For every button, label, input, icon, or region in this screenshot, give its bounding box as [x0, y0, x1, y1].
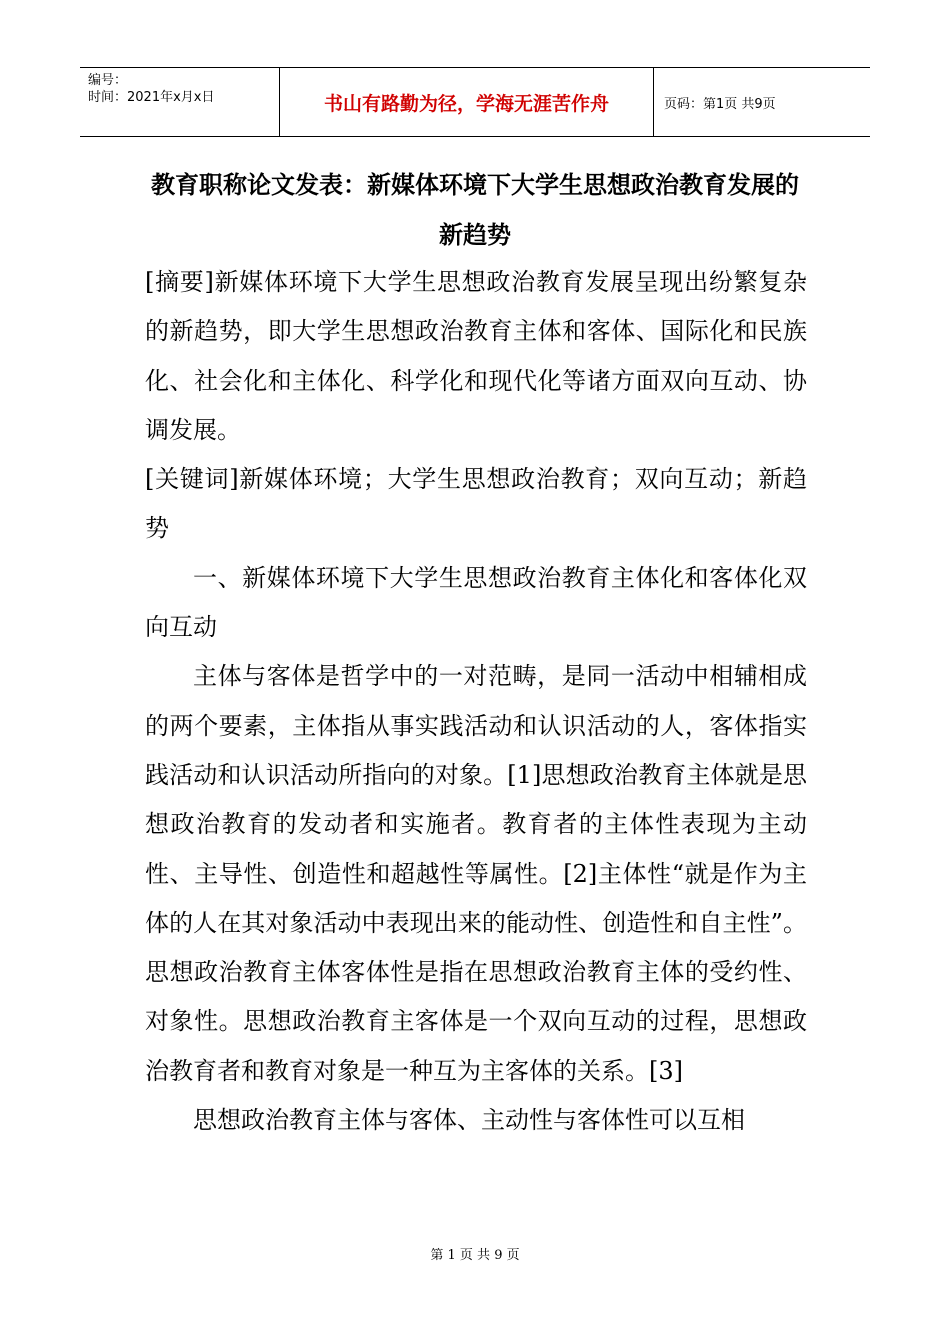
- abstract: [摘要]新媒体环境下大学生思想政治教育发展呈现出纷繁复杂的新趋势，即大学生思想政治教育主体和客体、国际化和民族化、社会化和主体化、科学化和现代化等诸方面双向互动、协调发展。: [145, 268, 807, 444]
- header-motto: 书山有路勤为径，学海无涯苦作舟: [280, 68, 654, 136]
- header-page-info: 页码：第1页 共9页: [664, 96, 776, 112]
- page-footer: 第 1 页 共 9 页: [430, 1248, 520, 1263]
- body-paragraph: 主体与客体是哲学中的一对范畴，是同一活动中相辅相成的两个要素，主体指从事实践活动和认识活动的人，客体指实践活动和认识活动所指向的对象。[1]思想政治教育主体就是思想政治教育的发动者和实施者。教育者的主体性表现为主动性、主导性、创造性和超越性等属性。[2]主体性“就是作为主体的人在其对象活动中表现出来的能动性、创造性和自主性”。思想政治教育主体客体性是指在思想政治教育主体的受约性、对象性。思想政治教育主客体是一个双向互动的过程，思想政治教育者和教育对象是一种互为主客体的关系。[3]: [145, 662, 807, 1085]
- time-label: 时间：2021年x月x日: [88, 90, 215, 105]
- header-meta: [80, 68, 280, 136]
- document-header: [80, 67, 870, 137]
- keywords: [关键词]新媒体环境；大学生思想政治教育；双向互动；新趋势: [145, 465, 807, 543]
- section-heading: 一、新媒体环境下大学生思想政治教育主体化和客体化双向互动: [145, 563, 807, 642]
- body-paragraph: 思想政治教育主体与客体、主动性与客体性可以互相: [193, 1106, 745, 1135]
- document-body: [145, 258, 807, 1145]
- document-title: 教育职称论文发表：新媒体环境下大学生思想政治教育发展的新趋势: [151, 171, 799, 249]
- number-label: 编号：: [88, 73, 128, 88]
